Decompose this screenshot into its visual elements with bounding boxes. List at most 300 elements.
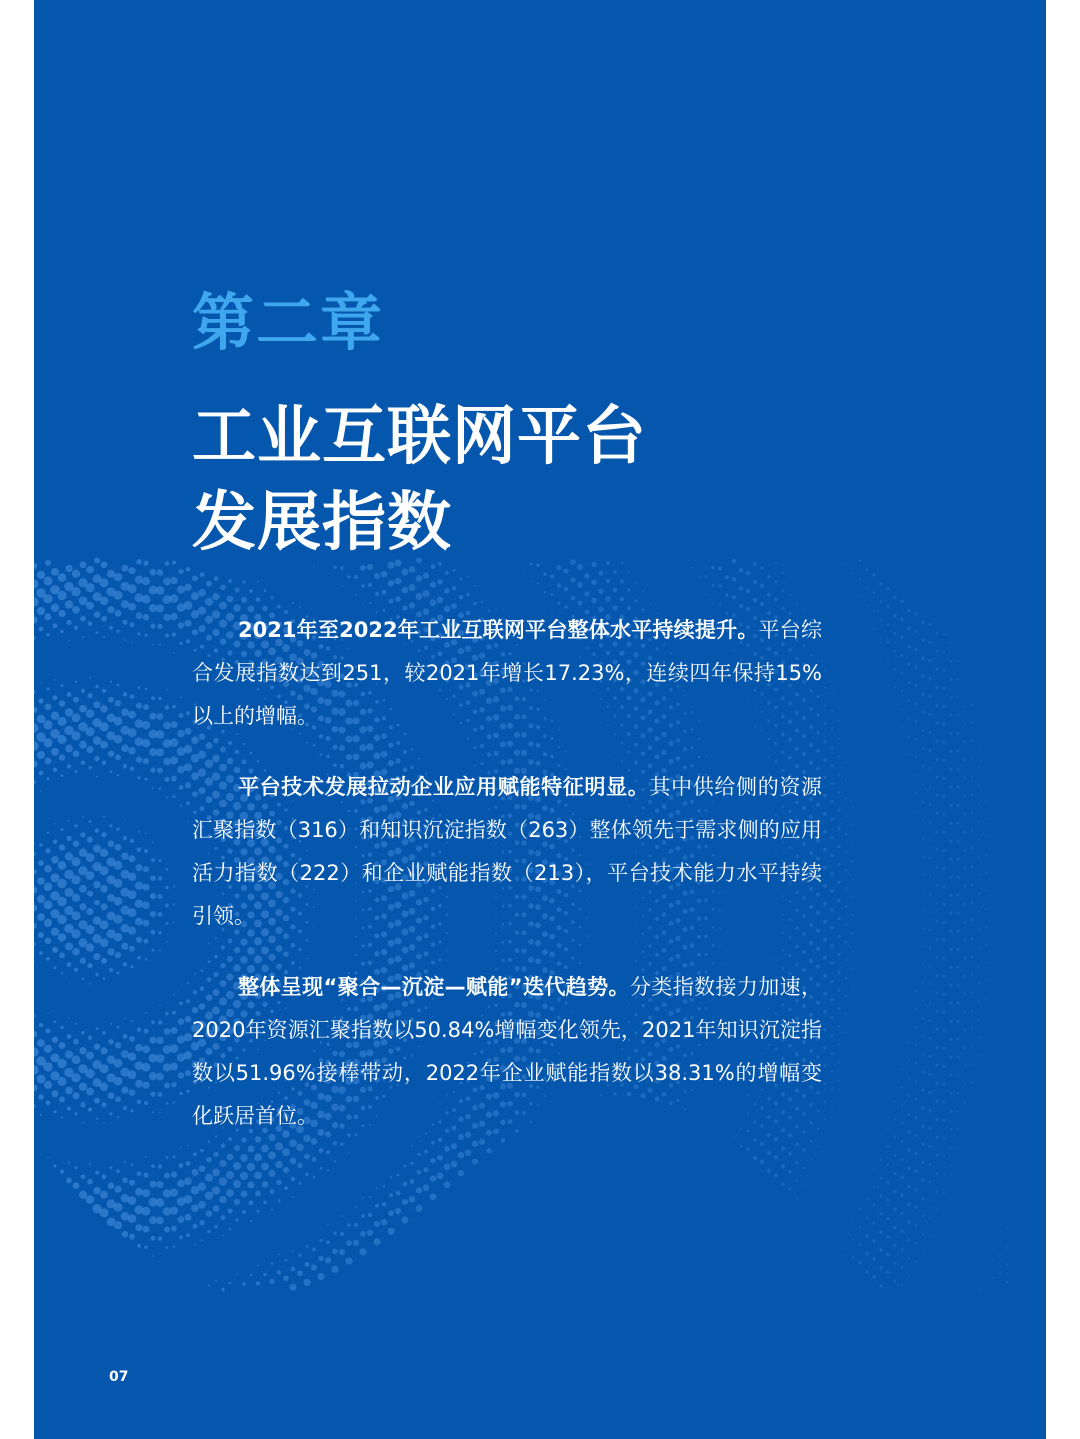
decorative-dot	[74, 1166, 77, 1169]
decorative-dot	[52, 695, 57, 700]
decorative-dot	[936, 776, 939, 779]
paragraph-lead: 整体呈现“聚合—沉淀—赋能”迭代趋势。	[238, 975, 630, 999]
decorative-dot	[129, 1089, 136, 1096]
decorative-dot	[444, 588, 449, 593]
decorative-dot	[908, 1239, 911, 1242]
decorative-dot	[128, 567, 135, 574]
decorative-dot	[144, 849, 148, 853]
decorative-dot	[165, 1012, 169, 1016]
decorative-dot	[192, 575, 198, 581]
decorative-dot	[110, 770, 113, 773]
decorative-dot	[929, 965, 931, 967]
decorative-dot	[936, 866, 939, 869]
decorative-dot	[47, 1156, 49, 1158]
decorative-dot	[178, 1018, 184, 1024]
decorative-dot	[243, 580, 246, 583]
decorative-dot	[34, 760, 38, 767]
decorative-dot	[921, 1143, 924, 1146]
decorative-dot	[121, 852, 128, 859]
decorative-dot	[109, 824, 112, 827]
decorative-dot	[985, 926, 987, 928]
decorative-dot	[949, 750, 952, 753]
decorative-dot	[122, 565, 129, 572]
decorative-dot	[51, 568, 59, 576]
decorative-dot	[859, 1243, 862, 1246]
decorative-dot	[935, 686, 938, 689]
decorative-dot	[915, 1242, 917, 1244]
decorative-dot	[922, 711, 925, 714]
decorative-dot	[43, 738, 52, 747]
decorative-dot	[964, 687, 966, 689]
decorative-dot	[86, 746, 93, 753]
decorative-dot	[138, 686, 141, 689]
decorative-dot	[298, 1254, 301, 1257]
decorative-dot	[852, 842, 854, 844]
decorative-dot	[591, 579, 597, 585]
decorative-dot	[164, 1028, 171, 1035]
decorative-dot	[949, 948, 952, 951]
decorative-dot	[921, 1161, 924, 1164]
decorative-dot	[949, 894, 952, 897]
decorative-dot	[68, 820, 70, 822]
decorative-dot	[102, 761, 106, 765]
decorative-dot	[172, 1010, 176, 1014]
decorative-dot	[158, 1092, 163, 1097]
decorative-dot	[170, 738, 179, 747]
decorative-dot	[985, 818, 987, 820]
decorative-dot	[369, 1196, 371, 1198]
paragraph-text: 其中供给侧的资源汇聚指数（316）和知识沉淀指数（263）整体领先于需求侧的应用活力指数（222）和企业赋能指数（213），平台技术能力水平持续引领。	[192, 775, 822, 928]
decorative-dot	[257, 1210, 260, 1213]
decorative-dot	[86, 709, 94, 717]
decorative-dot	[445, 571, 449, 575]
decorative-dot	[206, 1210, 212, 1216]
decorative-dot	[879, 1266, 883, 1270]
decorative-dot	[852, 878, 854, 880]
decorative-dot	[942, 1047, 945, 1050]
decorative-dot	[142, 1189, 150, 1197]
decorative-dot	[184, 1195, 193, 1204]
decorative-dot	[71, 875, 80, 884]
decorative-dot	[936, 794, 939, 797]
decorative-dot	[936, 902, 939, 905]
decorative-dot	[94, 1043, 100, 1049]
decorative-dot	[44, 900, 53, 909]
decorative-dot	[212, 1169, 220, 1177]
decorative-dot	[416, 593, 423, 600]
decorative-dot	[936, 632, 939, 635]
decorative-dot	[179, 1236, 183, 1240]
decorative-dot	[957, 786, 960, 789]
decorative-dot	[949, 1002, 952, 1005]
decorative-dot	[929, 1217, 931, 1219]
decorative-dot	[80, 561, 87, 568]
decorative-dot	[235, 1218, 238, 1221]
decorative-dot	[150, 768, 155, 773]
decorative-dot	[122, 620, 127, 625]
decorative-dot	[943, 921, 946, 924]
decorative-dot	[900, 1230, 903, 1233]
decorative-dot	[100, 741, 108, 749]
decorative-dot	[163, 1207, 171, 1215]
decorative-dot	[845, 779, 847, 781]
decorative-dot	[96, 1117, 98, 1119]
decorative-dot	[277, 605, 281, 609]
decorative-dot	[915, 1224, 918, 1227]
decorative-dot	[929, 803, 931, 805]
decorative-dot	[437, 597, 444, 604]
decorative-dot	[121, 600, 129, 608]
decorative-dot	[845, 1247, 847, 1249]
decorative-dot	[395, 578, 402, 585]
decorative-dot	[229, 1282, 232, 1285]
decorative-dot	[173, 1155, 176, 1158]
decorative-dot	[907, 627, 910, 630]
decorative-dot	[719, 603, 722, 606]
decorative-dot	[949, 912, 952, 915]
decorative-dot	[880, 1159, 882, 1161]
decorative-dot	[985, 872, 987, 874]
decorative-dot	[71, 587, 80, 596]
decorative-dot	[45, 758, 52, 765]
decorative-dot	[894, 1119, 896, 1121]
decorative-dot	[936, 1190, 938, 1192]
decorative-dot	[845, 851, 848, 854]
decorative-dot	[886, 605, 889, 608]
decorative-dot	[345, 1257, 352, 1264]
decorative-dot	[177, 766, 185, 774]
decorative-dot	[114, 1077, 123, 1086]
decorative-dot	[305, 1173, 309, 1177]
decorative-dot	[367, 1230, 373, 1236]
decorative-dot	[879, 1212, 882, 1215]
decorative-dot	[269, 1279, 274, 1284]
decorative-dot	[165, 886, 168, 889]
decorative-dot	[823, 1010, 827, 1014]
decorative-dot	[135, 719, 144, 728]
decorative-dot	[257, 581, 259, 583]
decorative-dot	[270, 1189, 275, 1194]
decorative-dot	[382, 590, 387, 595]
decorative-dot	[949, 840, 952, 843]
decorative-dot	[943, 1119, 946, 1122]
decorative-dot	[935, 1064, 938, 1067]
decorative-dot	[894, 1101, 895, 1102]
decorative-dot	[136, 703, 142, 709]
decorative-dot	[901, 1284, 903, 1286]
decorative-dot	[121, 708, 129, 716]
decorative-dot	[845, 564, 846, 565]
decorative-dot	[922, 981, 924, 983]
decorative-dot	[887, 1128, 889, 1130]
decorative-dot	[901, 1140, 904, 1143]
decorative-dot	[113, 1203, 122, 1212]
decorative-dot	[901, 1266, 904, 1269]
decorative-dot	[908, 717, 910, 719]
decorative-dot	[292, 1250, 294, 1252]
decorative-dot	[838, 1062, 840, 1064]
decorative-dot	[430, 582, 436, 588]
decorative-dot	[403, 1182, 408, 1187]
decorative-dot	[942, 723, 945, 726]
decorative-dot	[830, 944, 834, 948]
decorative-dot	[943, 1155, 945, 1157]
decorative-dot	[79, 596, 88, 605]
decorative-dot	[921, 657, 924, 660]
decorative-dot	[100, 938, 109, 947]
summary-paragraph-3	[192, 966, 822, 1138]
decorative-dot	[922, 1215, 924, 1217]
decorative-dot	[830, 926, 834, 930]
decorative-dot	[184, 1051, 192, 1059]
decorative-dot	[47, 687, 50, 690]
decorative-dot	[71, 857, 80, 866]
decorative-dot	[150, 1092, 155, 1097]
decorative-dot	[964, 849, 967, 852]
decorative-dot	[901, 1086, 903, 1088]
decorative-dot	[831, 1107, 832, 1108]
decorative-dot	[831, 1089, 833, 1091]
decorative-dot	[452, 586, 456, 590]
decorative-dot	[887, 1181, 890, 1184]
decorative-dot	[51, 604, 59, 612]
decorative-dot	[149, 1072, 157, 1080]
decorative-dot	[165, 705, 170, 710]
decorative-dot	[838, 720, 839, 721]
decorative-dot	[397, 1174, 400, 1177]
decorative-dot	[852, 860, 854, 862]
decorative-dot	[460, 578, 463, 581]
decorative-dot	[893, 1208, 896, 1211]
decorative-dot	[172, 560, 176, 564]
decorative-dot	[101, 561, 108, 568]
decorative-dot	[186, 639, 190, 643]
decorative-dot	[107, 606, 114, 613]
decorative-dot	[109, 626, 113, 630]
decorative-dot	[760, 566, 764, 570]
decorative-dot	[170, 1188, 178, 1196]
decorative-dot	[256, 1281, 260, 1285]
decorative-dot	[1006, 1281, 1009, 1284]
decorative-dot	[152, 643, 154, 645]
decorative-dot	[68, 640, 70, 642]
decorative-dot	[978, 821, 980, 823]
decorative-dot	[935, 704, 938, 707]
decorative-dot	[79, 885, 87, 893]
decorative-dot	[964, 1119, 966, 1121]
decorative-dot	[263, 1201, 267, 1205]
decorative-dot	[373, 1238, 380, 1245]
decorative-dot	[137, 1244, 141, 1248]
decorative-dot	[65, 942, 73, 950]
decorative-dot	[859, 1208, 861, 1210]
decorative-dot	[375, 1204, 379, 1208]
decorative-dot	[110, 1166, 113, 1169]
decorative-dot	[122, 1177, 128, 1183]
decorative-dot	[241, 597, 247, 603]
decorative-dot	[642, 591, 644, 593]
decorative-dot	[39, 1023, 43, 1027]
decorative-dot	[142, 883, 149, 890]
decorative-dot	[942, 1029, 945, 1032]
decorative-dot	[928, 1091, 931, 1094]
decorative-dot	[67, 1106, 71, 1110]
decorative-dot	[220, 585, 226, 591]
decorative-dot	[978, 874, 980, 876]
decorative-dot	[102, 689, 106, 693]
decorative-dot	[39, 951, 43, 955]
decorative-dot	[156, 586, 165, 595]
decorative-dot	[950, 1092, 953, 1095]
decorative-dot	[65, 745, 73, 753]
decorative-dot	[922, 892, 924, 894]
decorative-dot	[634, 599, 637, 602]
decorative-dot	[942, 813, 945, 816]
decorative-dot	[166, 941, 168, 943]
decorative-dot	[950, 1128, 952, 1130]
decorative-dot	[242, 1210, 246, 1214]
decorative-dot	[691, 567, 693, 569]
decorative-dot	[257, 1265, 259, 1267]
decorative-dot	[823, 920, 827, 924]
decorative-dot	[964, 1101, 966, 1103]
decorative-dot	[830, 836, 834, 840]
decorative-dot	[150, 893, 156, 899]
decorative-dot	[214, 576, 219, 581]
decorative-dot	[191, 592, 199, 600]
decorative-dot	[158, 894, 163, 899]
decorative-dot	[985, 854, 987, 856]
decorative-dot	[922, 1071, 925, 1074]
decorative-dot	[950, 732, 953, 735]
decorative-dot	[52, 1037, 58, 1043]
decorative-dot	[823, 812, 827, 816]
decorative-dot	[85, 1069, 94, 1078]
decorative-dot	[831, 693, 832, 694]
decorative-dot	[915, 1080, 918, 1083]
decorative-dot	[107, 894, 115, 902]
decorative-dot	[73, 1039, 79, 1045]
decorative-dot	[908, 1095, 910, 1097]
decorative-dot	[128, 1214, 137, 1223]
decorative-dot	[74, 824, 77, 827]
decorative-dot	[481, 601, 483, 603]
decorative-dot	[144, 1245, 147, 1248]
decorative-dot	[978, 785, 980, 787]
decorative-dot	[171, 776, 177, 782]
decorative-dot	[115, 844, 122, 851]
decorative-dot	[416, 1187, 422, 1193]
decorative-dot	[845, 1031, 847, 1033]
decorative-dot	[978, 946, 980, 948]
decorative-dot	[271, 1262, 273, 1264]
decorative-dot	[943, 651, 945, 653]
decorative-dot	[74, 968, 78, 972]
decorative-dot	[138, 831, 140, 833]
decorative-dot	[81, 1174, 86, 1179]
decorative-dot	[914, 1170, 917, 1173]
decorative-dot	[152, 1111, 154, 1113]
decorative-dot	[123, 764, 127, 768]
decorative-dot	[89, 983, 91, 985]
decorative-dot	[264, 589, 267, 592]
decorative-dot	[34, 691, 35, 694]
decorative-dot	[395, 1208, 401, 1214]
decorative-dot	[978, 856, 980, 858]
decorative-dot	[915, 1098, 918, 1101]
decorative-dot	[823, 776, 827, 780]
decorative-dot	[65, 852, 73, 860]
decorative-dot	[51, 856, 58, 863]
decorative-dot	[298, 1182, 301, 1185]
decorative-dot	[156, 748, 164, 756]
decorative-dot	[873, 1168, 874, 1169]
decorative-dot	[971, 704, 972, 705]
decorative-dot	[866, 587, 868, 589]
decorative-dot	[830, 782, 833, 785]
decorative-dot	[60, 630, 63, 633]
decorative-dot	[143, 939, 148, 944]
decorative-dot	[128, 1196, 137, 1205]
decorative-dot	[971, 901, 974, 904]
decorative-dot	[950, 1074, 953, 1077]
decorative-dot	[831, 1070, 833, 1072]
decorative-dot	[45, 938, 51, 944]
decorative-dot	[100, 885, 108, 893]
decorative-dot	[284, 1186, 288, 1190]
decorative-dot	[942, 1101, 945, 1104]
decorative-dot	[423, 573, 429, 579]
decorative-dot	[116, 828, 119, 831]
decorative-dot	[142, 1207, 151, 1216]
decorative-dot	[178, 569, 183, 574]
decorative-dot	[921, 1107, 924, 1110]
decorative-dot	[66, 836, 71, 841]
decorative-dot	[44, 865, 52, 873]
decorative-dot	[271, 1208, 273, 1210]
decorative-dot	[179, 642, 182, 645]
decorative-dot	[99, 1064, 108, 1073]
decorative-dot	[824, 1119, 826, 1121]
decorative-dot	[34, 852, 36, 855]
decorative-dot	[957, 1056, 960, 1059]
decorative-dot	[100, 920, 109, 929]
decorative-dot	[381, 1219, 387, 1225]
decorative-dot	[135, 1044, 142, 1051]
decorative-dot	[79, 1047, 86, 1054]
decorative-dot	[145, 688, 148, 691]
decorative-dot	[782, 589, 785, 592]
decorative-dot	[151, 930, 156, 935]
decorative-dot	[782, 571, 784, 573]
decorative-dot	[150, 911, 156, 917]
decorative-dot	[177, 1180, 185, 1188]
decorative-dot	[75, 1023, 77, 1025]
decorative-dot	[852, 986, 854, 988]
decorative-dot	[102, 1174, 107, 1179]
decorative-dot	[57, 717, 66, 726]
decorative-dot	[320, 1239, 323, 1242]
decorative-dot	[145, 1156, 147, 1158]
decorative-dot	[79, 1191, 87, 1199]
decorative-dot	[331, 1266, 338, 1273]
decorative-dot	[831, 1052, 834, 1055]
decorative-dot	[396, 1191, 401, 1196]
decorative-dot	[115, 952, 121, 958]
decorative-dot	[922, 1197, 925, 1200]
decorative-dot	[964, 939, 967, 942]
decorative-dot	[388, 1210, 394, 1216]
